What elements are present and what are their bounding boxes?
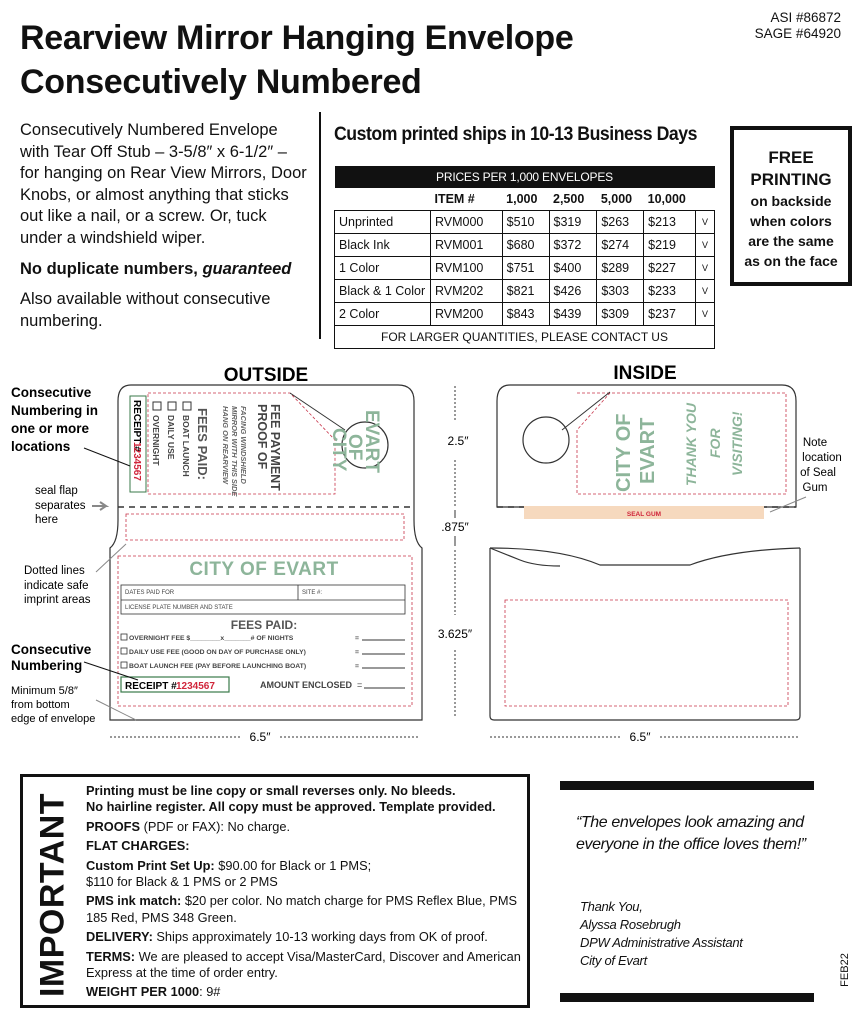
important-text [86,783,526,1004]
important-word-text: IMPORTANT [33,792,72,998]
inside-thanks-group [683,402,745,486]
front-fees-label: FEES PAID: [230,618,298,632]
price-cell-mark: V [696,256,715,279]
stub-proof-group [255,404,282,491]
callout-line: of Seal [800,467,836,479]
flat-charges-label: FLAT CHARGES: [86,838,190,854]
svg-text:=: = [355,649,359,656]
flap-imprint-area [126,514,404,540]
callout-line: Note [802,437,828,449]
front-fee-line: BOAT LAUNCH FEE (PAY BEFORE LAUNCHING BOAT) [129,663,307,670]
callout-line: Minimum 5/8″ [11,685,78,697]
stub-hang-group [221,406,248,497]
stub-receipt-number: 1234567 [131,442,142,481]
delivery-label: DELIVERY: [86,929,153,945]
stub-city-line: EVART [361,410,382,473]
signature-line: Thank You, [580,899,643,914]
price-cell-p4: $233 [644,279,696,302]
testimonial-quote: “The envelopes look amazing and everyone in the office loves them!” [576,814,806,853]
important-line: No hairline register. All copy must be approved. Template provided. [86,799,496,815]
front-dates-label: DATES PAID FOR [125,590,175,596]
price-cell-p2: $439 [549,302,597,325]
stub-hang-line: FACING WINDSHIELD [239,406,248,484]
price-cell-p2: $372 [549,233,597,256]
price-cell-p1: $680 [502,233,549,256]
stub-checkboxes [151,402,191,477]
print-code [836,950,854,990]
stub-city-group [328,410,382,473]
free-line: PRINTING [750,170,832,189]
intro-description: Consecutively Numbered Envelope with Tear Off Stub – 3-5/8″ x 6-1/2″ – for hanging on Rear View Mirrors, Door Knobs, or almost anything that sticks out like a nail, or a screw. Or, tuck under a windshield wiper. [20,121,307,247]
col-header-qty: 10,000 [647,191,686,206]
weight-line [86,984,526,1000]
inside-label: INSIDE [613,363,677,384]
setup-line [86,858,526,874]
callout-line: from bottom [11,699,70,711]
price-cell-p4: $213 [644,210,696,233]
setup-label: Custom Print Set Up: [86,857,215,873]
front-fee-line: OVERNIGHT FEE $________x_______# OF NIGHTS [129,635,294,642]
setup-text: $90.00 for Black or 1 PMS; [214,857,372,873]
dimension-bottom: 3.625″ [437,627,473,641]
outside-label: OUTSIDE [223,365,309,386]
callout-consecutive-2 [11,642,138,680]
proofs-line [86,819,526,835]
callout-line: locations [11,439,71,454]
front-amount-label: AMOUNT ENCLOSED [260,680,352,690]
callout-line: indicate safe [24,580,89,592]
seal-gum-label: SEAL GUM [626,511,662,518]
callout-line: location [802,452,842,464]
front-fee-line: DAILY USE FEE (GOOD ON DAY OF PURCHASE ONLY) [129,649,306,656]
delivery-line [86,929,526,945]
callout-line: Numbering [11,658,83,673]
stub-check-label: DAILY USE [166,415,176,460]
weight-text: : 9# [199,984,221,1000]
testimonial-bottom-bar [560,993,814,1002]
important-line: Printing must be line copy or small reverses only. No bleeds. [86,783,456,798]
inside-city-line: CITY OF [613,413,635,492]
testimonial-signature [580,898,810,970]
stub-hang-line: HANG ON REARVIEW [221,406,230,484]
dimension-mid: .875″ [441,520,469,534]
important-word [28,790,78,1000]
free-line: FREE [768,148,814,167]
inside-city-line: EVART [637,417,659,484]
proofs-text: (PDF or FAX): No charge. [140,818,291,834]
page-title [20,16,573,104]
price-cell-item: RVM100 [430,256,502,279]
inside-imprint-area [505,600,788,706]
catalog-codes [755,10,841,42]
price-cell-p2: $426 [549,279,597,302]
price-table-title-text: PRICES PER 1,000 ENVELOPES [335,166,715,188]
callout-line: one or more [11,421,90,436]
price-cell-label: Unprinted [335,210,431,233]
stub-receipt-group [130,396,146,492]
pms-text: $20 per color. No match charge for PMS Reflex Blue, PMS 185 Red, PMS 348 Green. [86,893,518,925]
price-cell-item: RVM000 [430,210,502,233]
callout-note [770,437,842,512]
divider [319,112,321,339]
price-cell-p4: $227 [644,256,696,279]
free-line: are the same [748,233,834,249]
pms-line [86,893,526,926]
price-cell-mark: V [696,233,715,256]
callout-line: Consecutive [11,385,92,400]
stub-fees-group [195,408,210,480]
weight-label: WEIGHT PER 1000 [86,984,200,1000]
col-header-qty: 1,000 [506,191,538,206]
price-row [335,233,715,256]
price-table-footer-text: FOR LARGER QUANTITIES, PLEASE CONTACT US [335,325,715,348]
front-fee-lines [121,634,405,670]
price-cell-mark: V [696,210,715,233]
ships-heading: Custom printed ships in 10-13 Business Days [334,124,697,145]
callout-line: Consecutive [11,642,92,657]
callout-minimum [11,685,136,725]
inside-thanks-line: THANK YOU [683,403,699,486]
price-cell-label: Black & 1 Color [335,279,431,302]
terms-text: We are pleased to accept Visa/MasterCard, Discover and American Express at the time of order entry. [86,948,521,981]
price-cell-mark: V [696,279,715,302]
callout-line: Gum [802,482,828,494]
callout-line: edge of envelope [11,713,96,725]
print-code-text: FEB22 [839,953,851,987]
price-cell-p3: $263 [597,210,644,233]
terms-line [86,949,526,982]
no-duplicates-text: No duplicate numbers, [20,259,203,278]
price-table-title [335,166,715,188]
price-table-header-row [335,188,715,210]
stub-proof-line: FEE PAYMENT [268,404,282,491]
callout-seal-flap [35,485,106,526]
price-cell-p1: $821 [502,279,549,302]
free-printing-box [730,126,852,286]
price-cell-p3: $274 [597,233,644,256]
price-cell-item: RVM202 [430,279,502,302]
signature-line: DPW Administrative Assistant [580,935,743,950]
stub-city-line: CITY [328,428,349,472]
callout-dotted [24,544,126,606]
sage-number: SAGE #64920 [754,26,841,41]
envelope-diagram [0,350,863,750]
setup-text-2: $110 for Black & 1 PMS or 2 PMS [86,874,278,890]
stub-hang-line: MIRROR WITH THIS SIDE [230,406,239,497]
pms-label: PMS ink match: [86,893,182,909]
callout-line: Dotted lines [24,565,85,577]
inside-city-group [613,413,659,492]
stub-city-line: OF [344,434,365,461]
asi-number: ASI #86872 [770,10,841,25]
inside-callout-line [562,392,610,430]
price-cell-item: RVM200 [430,302,502,325]
col-header-item: ITEM # [434,191,475,206]
callout-line: here [35,514,59,526]
col-header-qty: 5,000 [600,191,633,206]
free-line: when colors [750,213,832,229]
dimension-top: 2.5″ [447,434,469,448]
inside-thanks-line: VISITING! [729,411,745,476]
price-row [335,279,715,302]
price-cell-p3: $303 [597,279,644,302]
price-cell-p3: $289 [597,256,644,279]
price-cell-label: Black Ink [335,233,431,256]
free-line: on backside [750,193,832,209]
stub-check-label: OVERNIGHT [151,415,161,466]
callout-line: Numbering in [11,403,98,418]
price-cell-p1: $751 [502,256,549,279]
stub-receipt-label: RECEIPT # [131,400,142,452]
stub-check-label: BOAT LAUNCH [181,415,191,477]
guaranteed-text: guaranteed [202,259,292,278]
free-line: as on the face [744,253,838,269]
price-table-footer [335,325,715,348]
svg-text:=: = [355,635,359,642]
stub-fees-label: FEES PAID: [195,408,210,480]
callout-line: seal flap [35,485,78,497]
front-receipt-number: 1234567 [176,681,215,692]
price-cell-p2: $319 [549,210,597,233]
also-available: Also available without consecutive numbering. [20,290,271,330]
front-city-title: CITY OF EVART [189,559,339,580]
signature-line: City of Evart [580,953,647,968]
inside-stub-imprint [577,393,786,494]
stub-callout-line [290,393,345,430]
no-duplicates [20,259,310,281]
signature-line: Alyssa Rosebrugh [580,917,681,932]
proofs-label: PROOFS [86,818,141,834]
intro-text [20,120,310,341]
price-cell-label: 1 Color [335,256,431,279]
terms-label: TERMS: [86,948,136,964]
front-site-label: SITE #: [302,590,323,596]
title-line-1: Rearview Mirror Hanging Envelope [20,19,574,57]
price-row [335,210,715,233]
col-header-qty: 2,500 [553,191,585,206]
price-cell-p4: $237 [644,302,696,325]
price-cell-p2: $400 [549,256,597,279]
price-table [334,166,715,349]
price-cell-p3: $309 [597,302,644,325]
price-cell-p1: $843 [502,302,549,325]
front-receipt-label: RECEIPT # [125,681,177,692]
front-license-label: LICENSE PLATE NUMBER AND STATE [125,605,233,611]
price-cell-mark: V [696,302,715,325]
callout-line: separates [35,500,86,512]
callout-line: imprint areas [24,594,91,606]
width-right: 6.5″ [629,730,651,744]
width-left: 6.5″ [249,730,271,744]
svg-text:=: = [357,680,363,690]
price-cell-item: RVM001 [430,233,502,256]
testimonial-top-bar [560,781,814,790]
callout-consecutive [11,385,130,466]
delivery-text: Ships approximately 10-13 working days from OK of proof. [152,929,488,945]
price-row [335,302,715,325]
title-line-2: Consecutively Numbered [20,63,422,101]
price-cell-label: 2 Color [335,302,431,325]
svg-text:=: = [355,663,359,670]
price-cell-p4: $219 [644,233,696,256]
stub-proof-line: PROOF OF [255,404,269,470]
price-cell-p1: $510 [502,210,549,233]
price-row [335,256,715,279]
inside-thanks-line: FOR [707,428,723,458]
